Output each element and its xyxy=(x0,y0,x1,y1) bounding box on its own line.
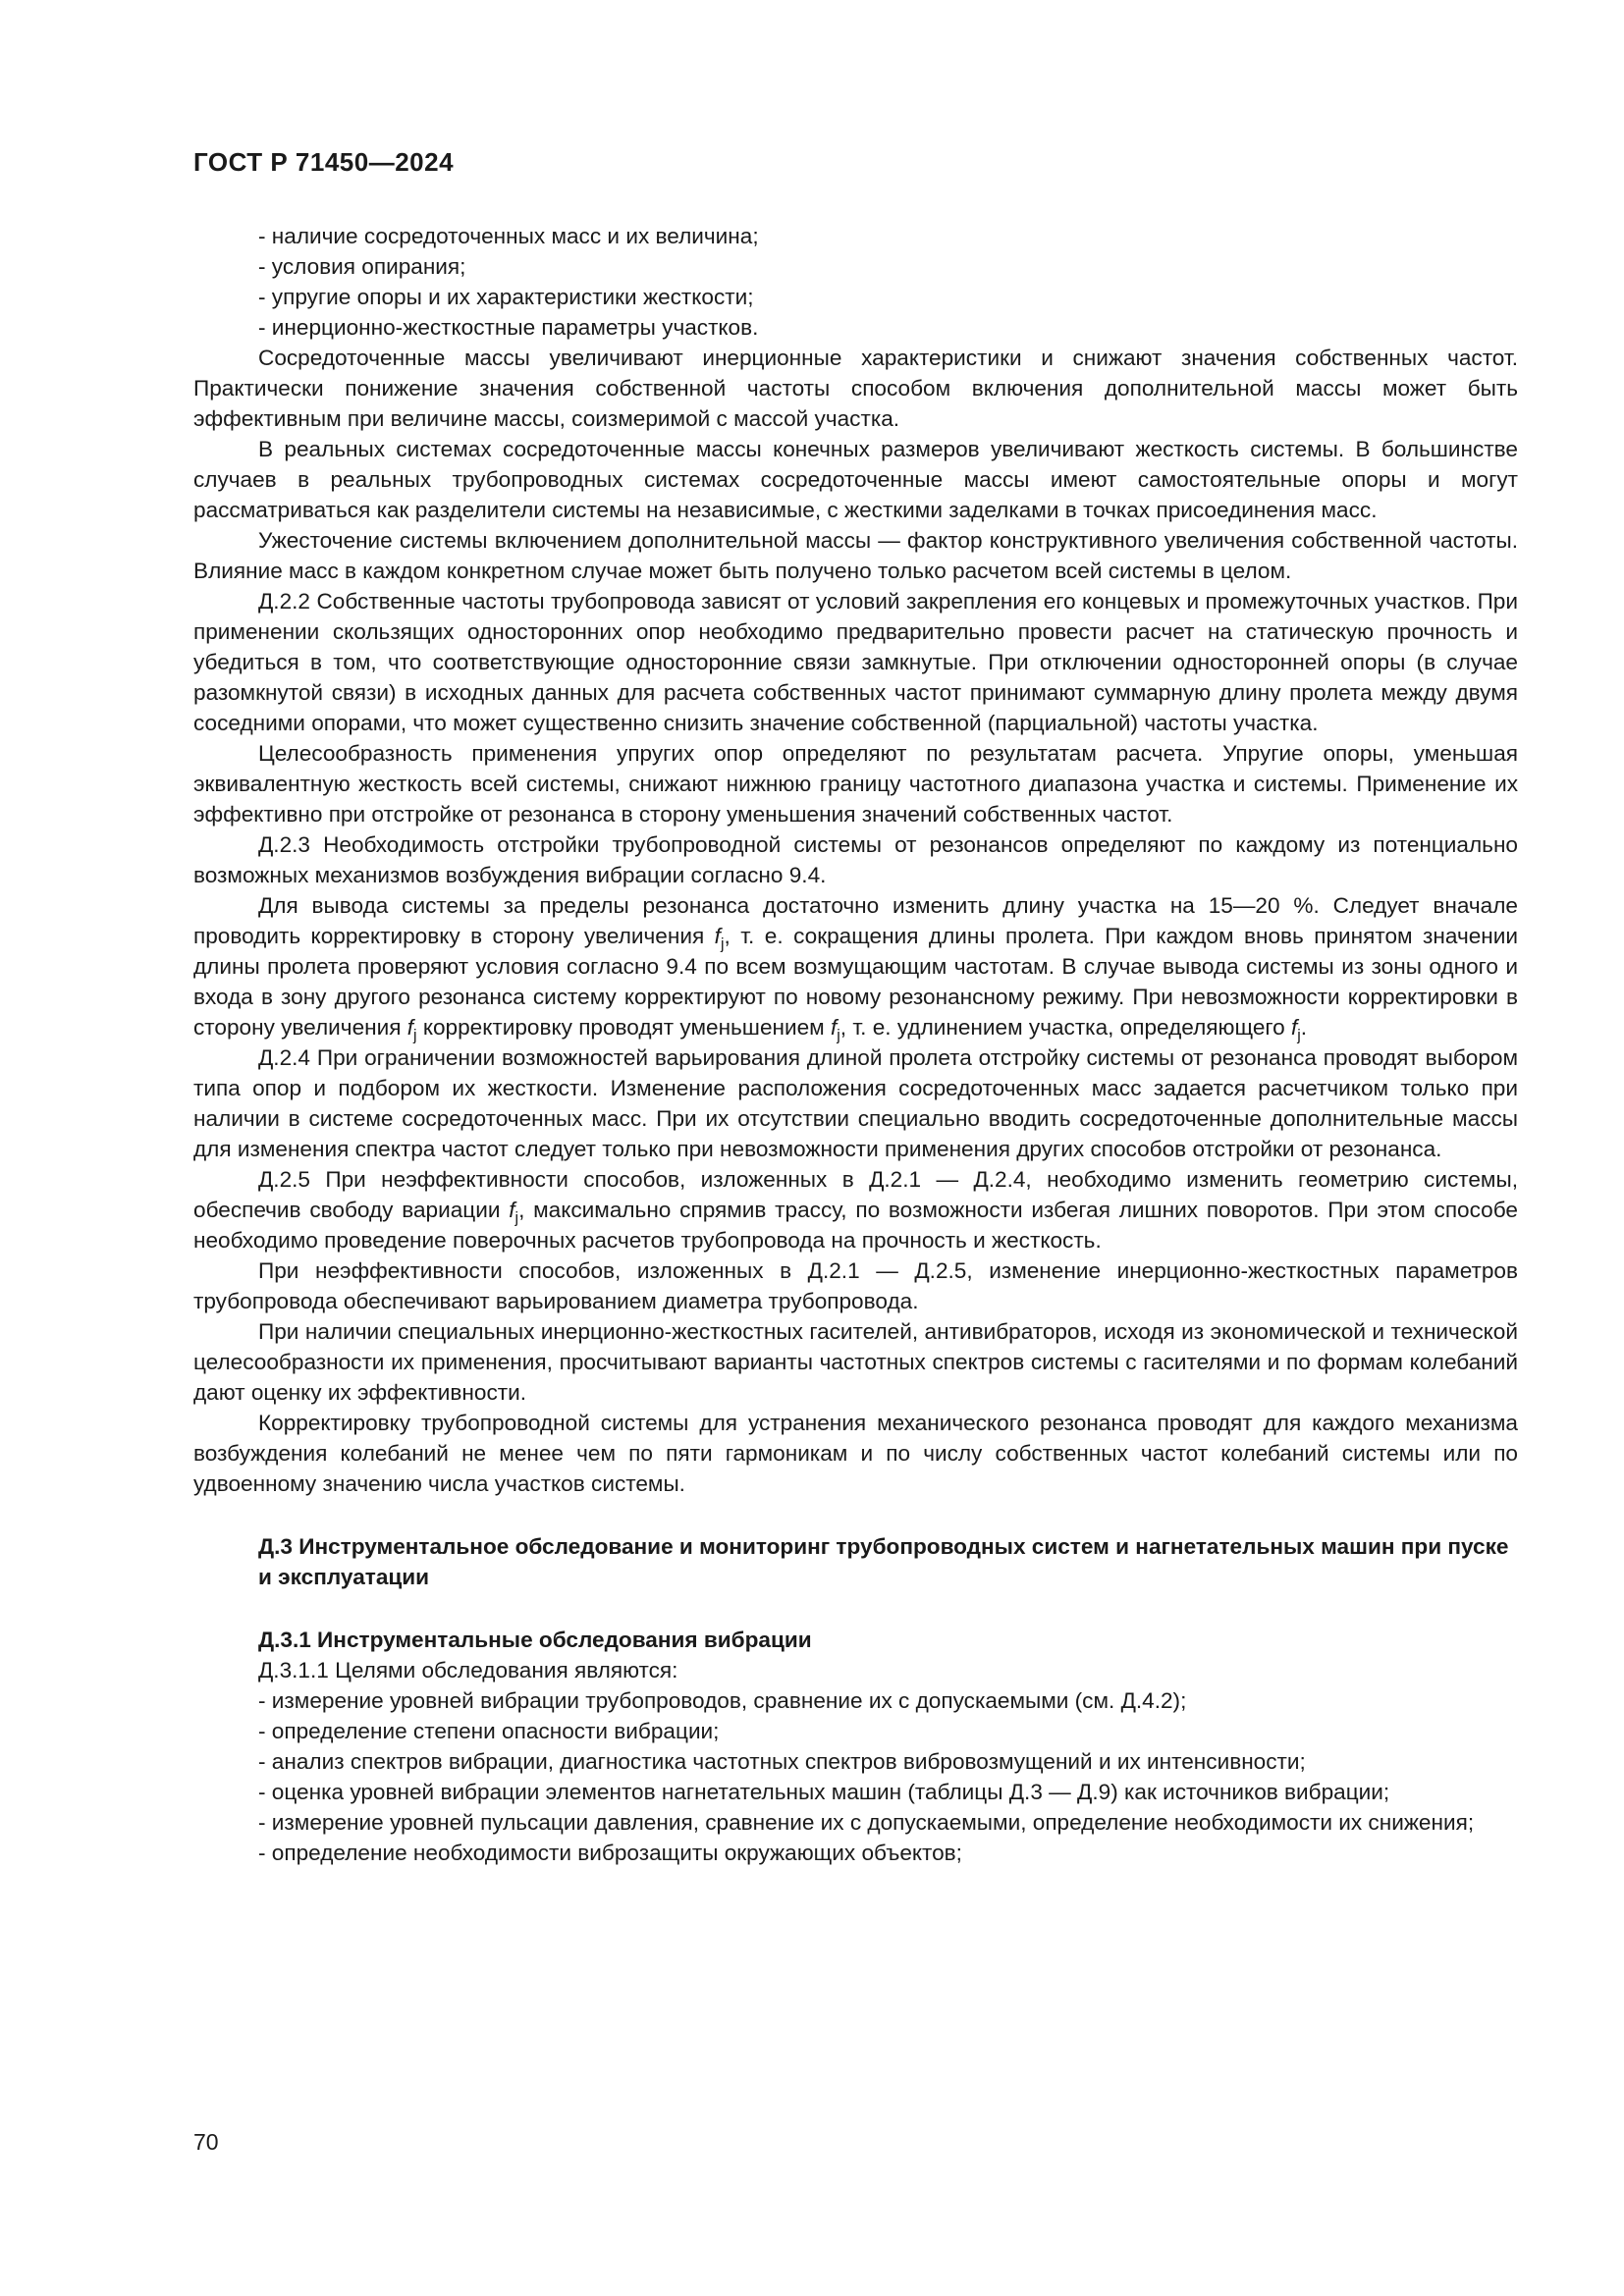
list-item: Д.3.1.1 Целями обследования являются: xyxy=(258,1658,678,1682)
paragraph-resonance-correction: Для вывода системы за пределы резонанса достаточно изменить длину участка на 15—20 %. Следует вначале проводить корректировку в сторону увеличения $f_j$, т. е. сокращения длины пролета. При каждом вновь принятом значении длины пролета проверяют условия согласно 9.4 по всем возмущающим частотам. В случае вывода системы из зоны одного и входа в зону другого резонанса систему корректируют по новому резонансному режиму. При невозможности корректировки в сторону увеличения $f_j$ корректировку проводят уменьшением $f_j$, т. е. удлинением участка, определяющего $f_j$. xyxy=(193,893,1519,1044)
subsection-heading: Д.3.1 Инструментальные обследования вибрации xyxy=(258,1628,812,1652)
paragraph: Корректировку трубопроводной системы для устранения механического резонанса проводят для каждого механизма возбуждения колебаний не менее чем по пяти гармоникам и по числу собственных частот колебаний системы или по удвоенному значению числа участков системы. xyxy=(193,1411,1518,1496)
list-item: - измерение уровней пульсации давления, сравнение их с допускаемыми, определение необходимости их снижения; xyxy=(258,1810,1475,1835)
paragraph: Целесообразность применения упругих опор определяют по результатам расчета. Упругие опоры, уменьшая эквивалентную жесткость всей системы, снижают нижнюю границу частотного диапазона участка и системы. Применение их эффективно при отстройке от резонанса в сторону уменьшения значений собственных частот. xyxy=(193,741,1518,827)
section-heading: Д.3 Инструментальное обследование и мониторинг трубопроводных систем и нагнетательных машин при пуске и эксплуатации xyxy=(258,1534,1509,1589)
list-item: - определение необходимости виброзащиты окружающих объектов; xyxy=(258,1841,962,1865)
list-item: - инерционно-жесткостные параметры участков. xyxy=(258,315,759,340)
paragraph: Д.2.2 Собственные частоты трубопровода зависят от условий закрепления его концевых и промежуточных участков. При применении скользящих односторонних опор необходимо предварительно провести расчет на статическую прочность и убедиться в том, что соответствующие односторонние связи замкнутые. При отключении односторонней опоры (в случае разомкнутой связи) в исходных данных для расчета собственных частот принимают суммарную длину пролета между двумя соседними опорами, что может существенно снизить значение собственной (парциальной) частоты участка. xyxy=(193,589,1518,735)
paragraph: В реальных системах сосредоточенные массы конечных размеров увеличивают жесткость системы. В большинстве случаев в реальных трубопроводных системах сосредоточенные массы имеют самостоятельные опоры и могут рассматриваться как разделители системы на независимые, с жесткими заделками в точках присоединения масс. xyxy=(193,437,1518,522)
paragraph: Д.2.4 При ограничении возможностей варьирования длиной пролета отстройку системы от резонанса проводят выбором типа опор и подбором их жесткости. Изменение расположения сосредоточенных масс задается расчетчиком только при наличии в системе сосредоточенных масс. При их отсутствии специально вводить сосредоточенные дополнительные массы для изменения спектра частот следует только при невозможности применения других способов отстройки от резонанса. xyxy=(193,1045,1518,1161)
document-header: ГОСТ Р 71450—2024 xyxy=(193,147,455,177)
list-item: - анализ спектров вибрации, диагностика частотных спектров вибровозмущений и их интенсивности; xyxy=(258,1749,1306,1774)
list-item: - оценка уровней вибрации элементов нагнетательных машин (таблицы Д.3 — Д.9) как источников вибрации; xyxy=(258,1780,1390,1804)
paragraph: При неэффективности способов, изложенных в Д.2.1 — Д.2.5, изменение инерционно-жесткостных параметров трубопровода обеспечивают варьированием диаметра трубопровода. xyxy=(193,1258,1518,1313)
paragraph: Сосредоточенные массы увеличивают инерционные характеристики и снижают значения собственных частот. Практически понижение значения собственной частоты способом включения дополнительной массы может быть эффективным при величине массы, соизмеримой с массой участка. xyxy=(193,346,1518,431)
document-body xyxy=(193,221,1518,1868)
list-item: - определение степени опасности вибрации; xyxy=(258,1719,720,1743)
paragraph: Д.2.3 Необходимость отстройки трубопроводной системы от резонансов определяют по каждому из потенциально возможных механизмов возбуждения вибрации согласно 9.4. xyxy=(193,832,1518,887)
paragraph: При наличии специальных инерционно-жесткостных гасителей, антивибраторов, исходя из экономической и технической целесообразности их применения, просчитывают варианты частотных спектров системы с гасителями и по формам колебаний дают оценку их эффективности. xyxy=(193,1319,1518,1405)
page-number: 70 xyxy=(193,2129,219,2155)
paragraph: Ужесточение системы включением дополнительной массы — фактор конструктивного увеличения собственной частоты. Влияние масс в каждом конкретном случае может быть получено только расчетом всей системы в целом. xyxy=(193,528,1518,583)
list-item: - измерение уровней вибрации трубопроводов, сравнение их с допускаемыми (см. Д.4.2); xyxy=(258,1688,1187,1713)
list-item: - упругие опоры и их характеристики жесткости; xyxy=(258,285,754,309)
paragraph-geometry-change: Д.2.5 При неэффективности способов, изложенных в Д.2.1 — Д.2.4, необходимо изменить геометрию системы, обеспечив свободу вариации $f_j$, максимально спрямив трассу, по возможности избегая лишних поворотов. При этом способе необходимо проведение поверочных расчетов трубопровода на прочность и жесткость. xyxy=(193,1167,1518,1253)
list-item: - наличие сосредоточенных масс и их величина; xyxy=(258,224,759,248)
list-item: - условия опирания; xyxy=(258,254,466,279)
